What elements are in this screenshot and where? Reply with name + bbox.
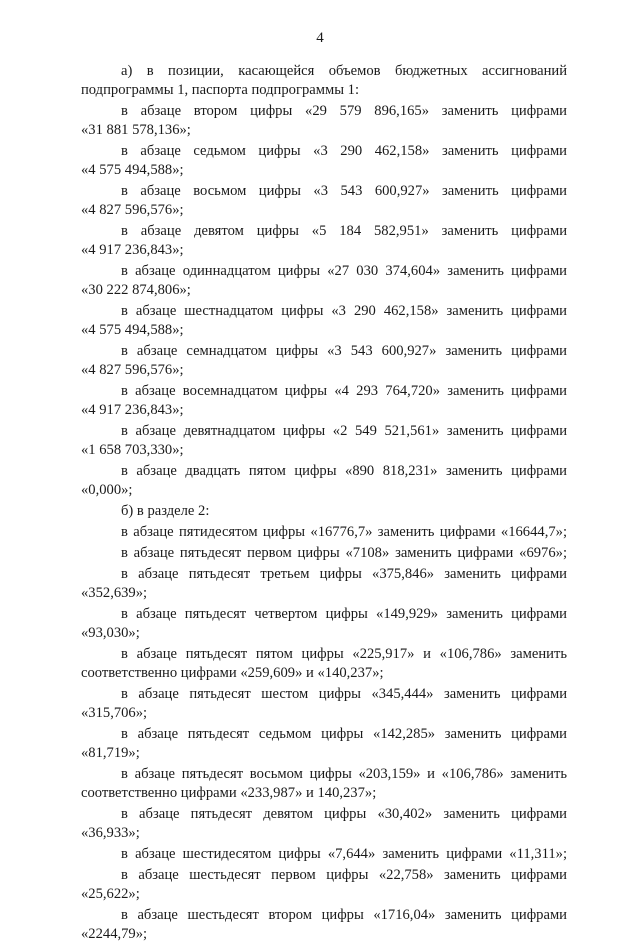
paragraph-line: в абзаце шестьдесят первом цифры «22,758» заменить цифрами — [121, 867, 567, 883]
paragraph — [81, 565, 567, 603]
paragraph — [81, 182, 567, 220]
paragraph-line: «0,000»; — [81, 482, 133, 498]
paragraph-line: «93,030»; — [81, 625, 140, 641]
paragraph-line: б) в разделе 2: — [121, 503, 210, 519]
paragraph-line: «4 917 236,843»; — [81, 402, 184, 418]
paragraph-line: подпрограммы 1, паспорта подпрограммы 1: — [81, 82, 360, 98]
paragraph — [81, 222, 567, 260]
paragraph — [81, 685, 567, 723]
paragraph — [81, 866, 567, 904]
page-number: 4 — [316, 30, 324, 46]
paragraph-line: «81,719»; — [81, 745, 140, 761]
paragraph-line: в абзаце пятидесятом цифры «16776,7» заменить цифрами «16644,7»; — [121, 524, 567, 540]
paragraph-line: соответственно цифрами «233,987» и 140,237»; — [81, 785, 377, 801]
paragraph-line: в абзаце пятьдесят пятом цифры «225,917» и «106,786» заменить — [121, 646, 567, 662]
paragraph-line: «30 222 874,806»; — [81, 282, 191, 298]
paragraph — [81, 906, 567, 944]
paragraph-line: «4 827 596,576»; — [81, 362, 184, 378]
paragraph — [81, 142, 567, 180]
paragraph — [81, 645, 567, 683]
paragraph-line: «4 827 596,576»; — [81, 202, 184, 218]
paragraph-line: «31 881 578,136»; — [81, 122, 191, 138]
paragraph — [81, 805, 567, 843]
paragraph-line: «315,706»; — [81, 705, 148, 721]
paragraph-line: в абзаце девятом цифры «5 184 582,951» заменить цифрами — [121, 223, 567, 239]
paragraph-line: в абзаце шестьдесят втором цифры «1716,04» заменить цифрами — [121, 907, 567, 923]
paragraph — [81, 342, 567, 380]
paragraph-line: в абзаце восемнадцатом цифры «4 293 764,720» заменить цифрами — [121, 383, 567, 399]
paragraph-line: в абзаце пятьдесят третьем цифры «375,846» заменить цифрами — [121, 566, 567, 582]
paragraph-line: «4 575 494,588»; — [81, 162, 184, 178]
paragraph — [81, 765, 567, 803]
paragraph — [81, 605, 567, 643]
paragraph-line: «25,622»; — [81, 886, 140, 902]
paragraph — [81, 262, 567, 300]
paragraph-line: а) в позиции, касающейся объемов бюджетных ассигнований — [121, 63, 567, 79]
paragraph — [81, 462, 567, 500]
paragraph — [81, 725, 567, 763]
paragraph-line: в абзаце пятьдесят первом цифры «7108» заменить цифрами «6976»; — [121, 545, 567, 561]
paragraph-line: в абзаце шестидесятом цифры «7,644» заменить цифрами «11,311»; — [121, 846, 567, 862]
paragraph-line: в абзаце пятьдесят шестом цифры «345,444» заменить цифрами — [121, 686, 567, 702]
paragraph — [81, 302, 567, 340]
paragraph — [81, 422, 567, 460]
paragraph-line: в абзаце двадцать пятом цифры «890 818,231» заменить цифрами — [121, 463, 567, 479]
paragraph — [81, 62, 567, 100]
paragraph-line: в абзаце пятьдесят седьмом цифры «142,285» заменить цифрами — [121, 726, 567, 742]
paragraph-line: «4 917 236,843»; — [81, 242, 184, 258]
paragraph-line: в абзаце пятьдесят четвертом цифры «149,929» заменить цифрами — [121, 606, 567, 622]
paragraph — [81, 102, 567, 140]
paragraph-line: «1 658 703,330»; — [81, 442, 184, 458]
paragraph-line: в абзаце седьмом цифры «3 290 462,158» заменить цифрами — [121, 143, 567, 159]
paragraph — [81, 544, 567, 563]
paragraph-line: в абзаце семнадцатом цифры «3 543 600,927» заменить цифрами — [121, 343, 567, 359]
paragraph-line: в абзаце втором цифры «29 579 896,165» заменить цифрами — [121, 103, 567, 119]
paragraph-line: в абзаце пятьдесят девятом цифры «30,402» заменить цифрами — [121, 806, 567, 822]
document-body — [81, 62, 567, 946]
paragraph-line: в абзаце девятнадцатом цифры «2 549 521,561» заменить цифрами — [121, 423, 567, 439]
paragraph-line: «4 575 494,588»; — [81, 322, 184, 338]
paragraph — [81, 382, 567, 420]
paragraph — [81, 502, 567, 521]
paragraph-line: «352,639»; — [81, 585, 148, 601]
paragraph-line: «36,933»; — [81, 825, 140, 841]
paragraph — [81, 523, 567, 542]
paragraph-line: в абзаце восьмом цифры «3 543 600,927» заменить цифрами — [121, 183, 567, 199]
paragraph-line: в абзаце пятьдесят восьмом цифры «203,159» и «106,786» заменить — [121, 766, 567, 782]
paragraph — [81, 845, 567, 864]
paragraph-line: «2244,79»; — [81, 926, 148, 942]
paragraph-line: в абзаце шестнадцатом цифры «3 290 462,158» заменить цифрами — [121, 303, 567, 319]
paragraph-line: в абзаце одиннадцатом цифры «27 030 374,604» заменить цифрами — [121, 263, 567, 279]
paragraph-line: соответственно цифрами «259,609» и «140,237»; — [81, 665, 384, 681]
